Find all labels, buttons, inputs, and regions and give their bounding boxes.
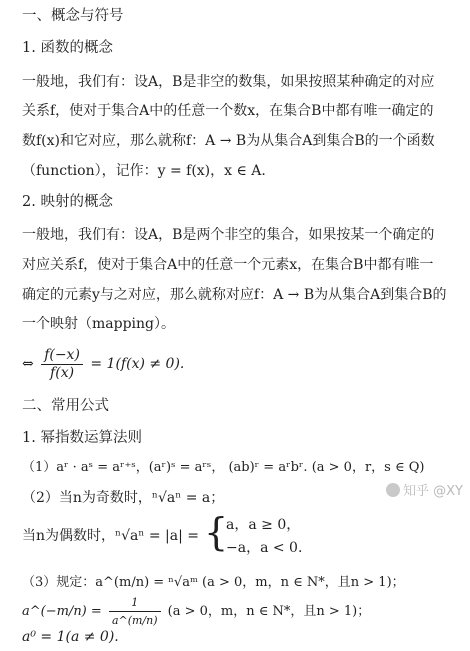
mapping-definition-line-3: 确定的元素y与之对应，那么就称对应f：A → B为从集合A到集合B的 (22, 287, 447, 303)
watermark-text: 知乎 @XY (403, 484, 463, 499)
exponent-rule-2: （2）当n为奇数时，ⁿ√aⁿ = a； (22, 490, 225, 506)
equivalence-symbol: ⇔ (22, 356, 34, 372)
exponent-rule-3: 当n为偶数时，ⁿ√aⁿ = |a| = (22, 528, 199, 544)
equation-rest: = 1(f(x) ≠ 0). (90, 356, 185, 372)
function-definition-line-2: 关系f，使对于集合A中的任意一个数x，在集合B中都有唯一确定的 (22, 103, 434, 119)
function-definition-line-3: 数f(x)和它对应，那么就称f：A → B为从集合A到集合B的一个函数 (22, 133, 435, 149)
rule-5-numerator: 1 (109, 594, 161, 612)
fraction (41, 347, 83, 382)
subheading-mapping-concept: 2. 映射的概念 (22, 194, 113, 210)
exponent-rule-5 (22, 594, 370, 630)
exponent-rule-4: （3）规定：a^(m/n) = ⁿ√aᵐ (a > 0，m，n ∈ N*，且n > 1)； (22, 575, 405, 590)
exponent-rule-1: （1）aʳ · aˢ = aʳ⁺ˢ，(aʳ)ˢ = aʳˢ， (ab)ʳ = aʳbʳ. (a > 0，r，s ∈ Q) (22, 460, 425, 475)
rule-5-left: a^(−m/n) = (22, 604, 102, 619)
rule-3-case-1: a，a ≥ 0， (226, 517, 301, 533)
rule-5-right: (a > 0，m，n ∈ N*，且n > 1)； (167, 604, 371, 619)
mapping-definition-line-4: 一个映射（mapping）。 (22, 316, 176, 332)
left-brace-icon: { (204, 510, 229, 554)
watermark (386, 480, 463, 499)
subheading-exponent-rules: 1. 幂指数运算法则 (22, 430, 142, 446)
exponent-rule-6: a⁰ = 1(a ≠ 0). (22, 629, 119, 645)
zhihu-logo-icon (386, 483, 400, 497)
section-heading-concepts: 一、概念与符号 (22, 8, 124, 24)
subheading-function-concept: 1. 函数的概念 (22, 40, 113, 56)
fraction-numerator: f(−x) (41, 347, 83, 365)
fraction-denominator: f(x) (50, 364, 75, 381)
rule-5-denominator: a^(m/n) (111, 614, 158, 627)
section-heading-formulas: 二、常用公式 (22, 398, 109, 414)
even-function-equation (22, 345, 184, 383)
rule-5-fraction (109, 594, 161, 629)
mapping-definition-line-2: 对应关系f，使对于集合A中的任意一个元素x，在集合B中都有唯一 (22, 257, 434, 273)
function-definition-line-4: （function），记作：y = f(x)，x ∈ A. (22, 163, 266, 179)
rule-3-case-2: −a，a < 0. (226, 540, 303, 556)
function-definition-line-1: 一般地，我们有：设A，B是非空的数集，如果按照某种确定的对应 (22, 74, 435, 90)
mapping-definition-line-1: 一般地，我们有：设A，B是两个非空的集合，如果按某一个确定的 (22, 227, 435, 243)
